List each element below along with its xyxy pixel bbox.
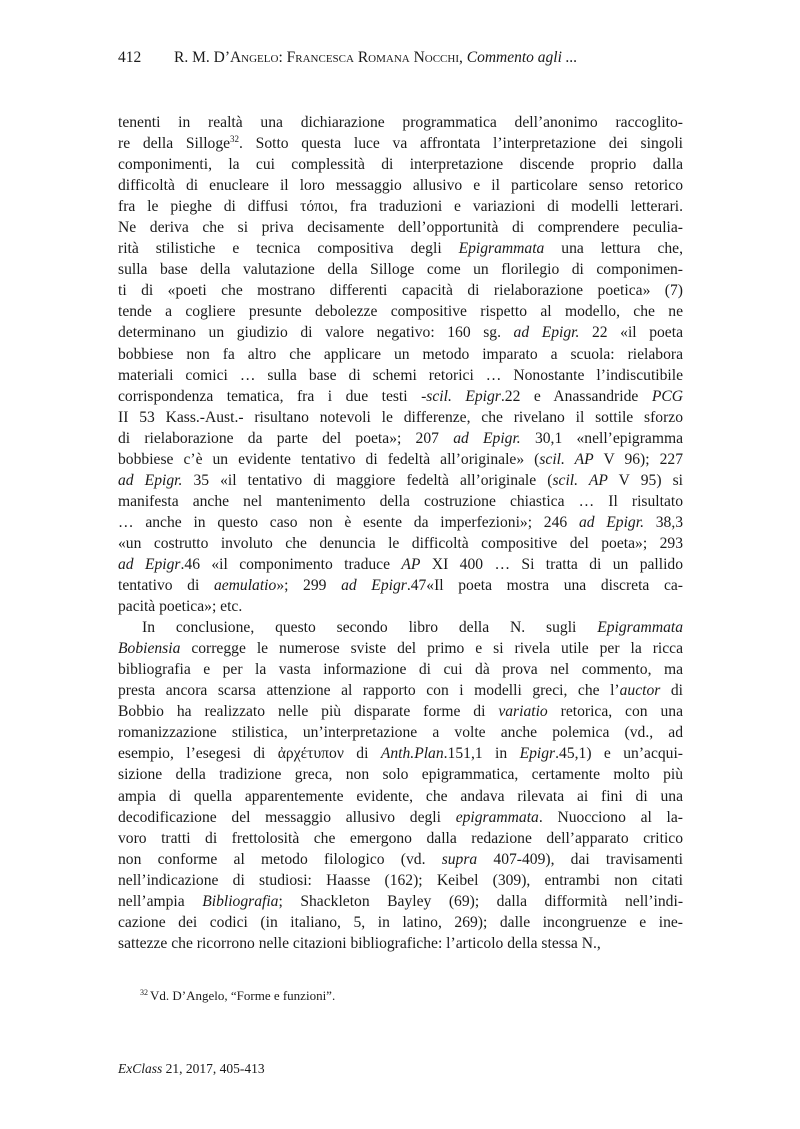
text-line: ampia di quella apparentemente evidente, che andava rilevata ai fini di una (118, 787, 683, 805)
reviewed-author-name: Francesca Romana Nocchi (286, 49, 460, 66)
text-line: Bobiensia corregge le numerose sviste del primo e si rivela utile per la ricca (118, 640, 683, 658)
italic-text: auctor (619, 682, 661, 700)
page-number: 412 (118, 49, 142, 66)
italic-text: scil. AP (552, 471, 608, 489)
italic-text: ad Epigr. (578, 513, 644, 531)
text-line: determinano un giudizio di valore negativo: 160 sg. ad Epigr. 22 «il poeta (118, 324, 683, 342)
italic-text: ad Epigr. (513, 324, 580, 342)
running-head (118, 47, 688, 69)
italic-text: ad Epigr. (453, 429, 521, 447)
text-line: sizione della tradizione greca, non solo epigrammatica, certamente molto più (118, 766, 683, 784)
italic-text: PCG (651, 387, 683, 405)
text-line: tende a cogliere presunte debolezze compositive rispetto al modello, che ne (118, 303, 683, 321)
text-line: romanizzazione stilistica, un’interpretazione a volte anche polemica (vd., ad (118, 724, 683, 742)
text-line: bobbiese non fa altro che applicare un metodo imparato a scuola: rielabora (118, 345, 683, 363)
text-line: manifesta anche nel mantenimento della costruzione chiastica … Il risultato (118, 492, 683, 510)
journal-name: ExClass (118, 1061, 163, 1076)
footnote-32 (140, 987, 335, 1005)
text-line: Ne deriva che si priva decisamente dell’opportunità di comprendere peculia- (118, 219, 683, 237)
text-line: Bobbio ha realizzato nelle più disparate forme di variatio retorica, con una (118, 703, 683, 721)
text-line: corrispondenza tematica, fra i due testi -scil. Epigr.22 e Anassandride PCG (118, 387, 683, 405)
italic-text: Epigr (519, 745, 556, 763)
text-line: materiali comici … sulla base di schemi retorici … Nonostante l’indiscutibile (118, 366, 683, 384)
paragraph-2 (118, 617, 683, 954)
text-line: ti di «poeti che mostrano differenti capacità di rielaborazione poetica» (7) (118, 282, 683, 300)
italic-text: AP (401, 555, 421, 573)
running-title (174, 47, 577, 69)
text-line: II 53 Kass.-Aust.- risultano notevoli le differenze, che rivelano il sottile sforzo (118, 408, 683, 426)
text-line: bobbiese c’è un evidente tentativo di fedeltà all’originale» (scil. AP V 96); 227 (118, 450, 683, 468)
text-line: componimenti, la cui complessità di interpretazione discende proprio dalla (118, 156, 683, 174)
text-line: In conclusione, questo secondo libro della N. sugli Epigrammata (142, 619, 683, 637)
text-line: sulla base della valutazione della Silloge come un florilegio di componimen- (118, 261, 683, 279)
italic-text: Epigrammata (597, 619, 683, 637)
italic-text: ad Epigr (341, 577, 407, 595)
italic-text: scil. AP (539, 450, 594, 468)
italic-text: Anth.Plan (380, 745, 444, 763)
italic-text: scil. Epigr (426, 387, 501, 405)
text-line: rità stilistiche e tecnica compositiva degli Epigrammata una lettura che, (118, 240, 683, 258)
text-line: voro tratti di frettolosità che emergono dalla redazione dell’apparato critico (118, 829, 683, 847)
paragraph-1 (118, 112, 683, 617)
footnote-number: 32 (140, 988, 148, 997)
italic-text: aemulatio (213, 577, 277, 595)
text-line: ad Epigr. 35 «il tentativo di maggiore fedeltà all’originale (scil. AP V 95) si (118, 471, 683, 489)
text-line: bibliografia e per la vasta informazione di cui dà prova nel commento, ma (118, 661, 683, 679)
text-line: nell’ampia Bibliografia; Shackleton Bayley (69); dalla difformità nell’indi- (118, 892, 684, 910)
title-comma: , (459, 49, 467, 66)
journal-citation: 21, 2017, 405-413 (162, 1061, 265, 1076)
text-line: pacità poetica»; etc. (118, 598, 243, 616)
italic-text: ad Epigr (118, 555, 181, 573)
author-name: R. M. D’Angelo (174, 49, 279, 66)
text-line: ad Epigr.46 «il componimento traduce AP XI 400 … Si tratta di un pallido (118, 555, 684, 573)
text-line: esempio, l’esegesi di ἀρχέτυπον di Anth.Plan.151,1 in Epigr.45,1) e un’acqui- (118, 745, 683, 763)
title-separator: : (278, 49, 287, 66)
text-line: cazione dei codici (in italiano, 5, in latino, 269); dalle incongruenze e ine- (118, 913, 683, 931)
text-line: difficoltà di enucleare il loro messaggio allusivo e il particolare senso retorico (118, 177, 683, 195)
text-line: non conforme al metodo filologico (vd. supra 407-409), dai travisamenti (118, 850, 684, 868)
text-line: di rielaborazione da parte del poeta»; 207 ad Epigr. 30,1 «nell’epigramma (118, 429, 683, 447)
text-line: tentativo di aemulatio»; 299 ad Epigr.47«Il poeta mostra una discreta ca- (118, 577, 683, 595)
italic-text: Bobiensia (118, 640, 181, 658)
text-line: sattezze che ricorrono nelle citazioni bibliografiche: l’articolo della stessa N., (118, 934, 601, 952)
italic-text: variatio (498, 703, 548, 721)
italic-text: ad Epigr. (118, 471, 183, 489)
text-line: nell’indicazione di studiosi: Haasse (162); Keibel (309), entrambi non citati (118, 871, 683, 889)
italic-text: Bibliografia (202, 892, 279, 910)
text-line: fra le pieghe di diffusi τόποι, fra traduzioni e variazioni di modelli letterari. (118, 198, 683, 216)
text-line: … anche in questo caso non è esente da imperfezioni»; 246 ad Epigr. 38,3 (118, 513, 684, 531)
italic-text: epigrammata (455, 808, 539, 826)
text-line: tenenti in realtà una dichiarazione programmatica dell’anonimo raccoglito- (118, 114, 683, 131)
footnote-text: Vd. D’Angelo, “Forme e funzioni”. (150, 988, 336, 1003)
body-text (118, 112, 683, 954)
italic-text: Epigrammata (458, 240, 545, 258)
text-line: presta ancora scarsa attenzione al rapporto con i modelli greci, che l’auctor di (118, 682, 683, 700)
footnote-ref: 32 (230, 134, 240, 145)
text-line: «un costrutto involuto che denuncia le difficoltà compositive del poeta»; 293 (118, 534, 683, 552)
text-line: decodificazione del messaggio allusivo degli epigrammata. Nuocciono al la- (118, 808, 683, 826)
italic-text: supra (441, 850, 478, 868)
page-footer (118, 1060, 265, 1078)
book-title: Commento agli ... (466, 49, 578, 66)
text-line: re della Silloge$^{32}$. Sotto questa luce va affrontata l’interpretazione dei singoli (118, 134, 684, 153)
